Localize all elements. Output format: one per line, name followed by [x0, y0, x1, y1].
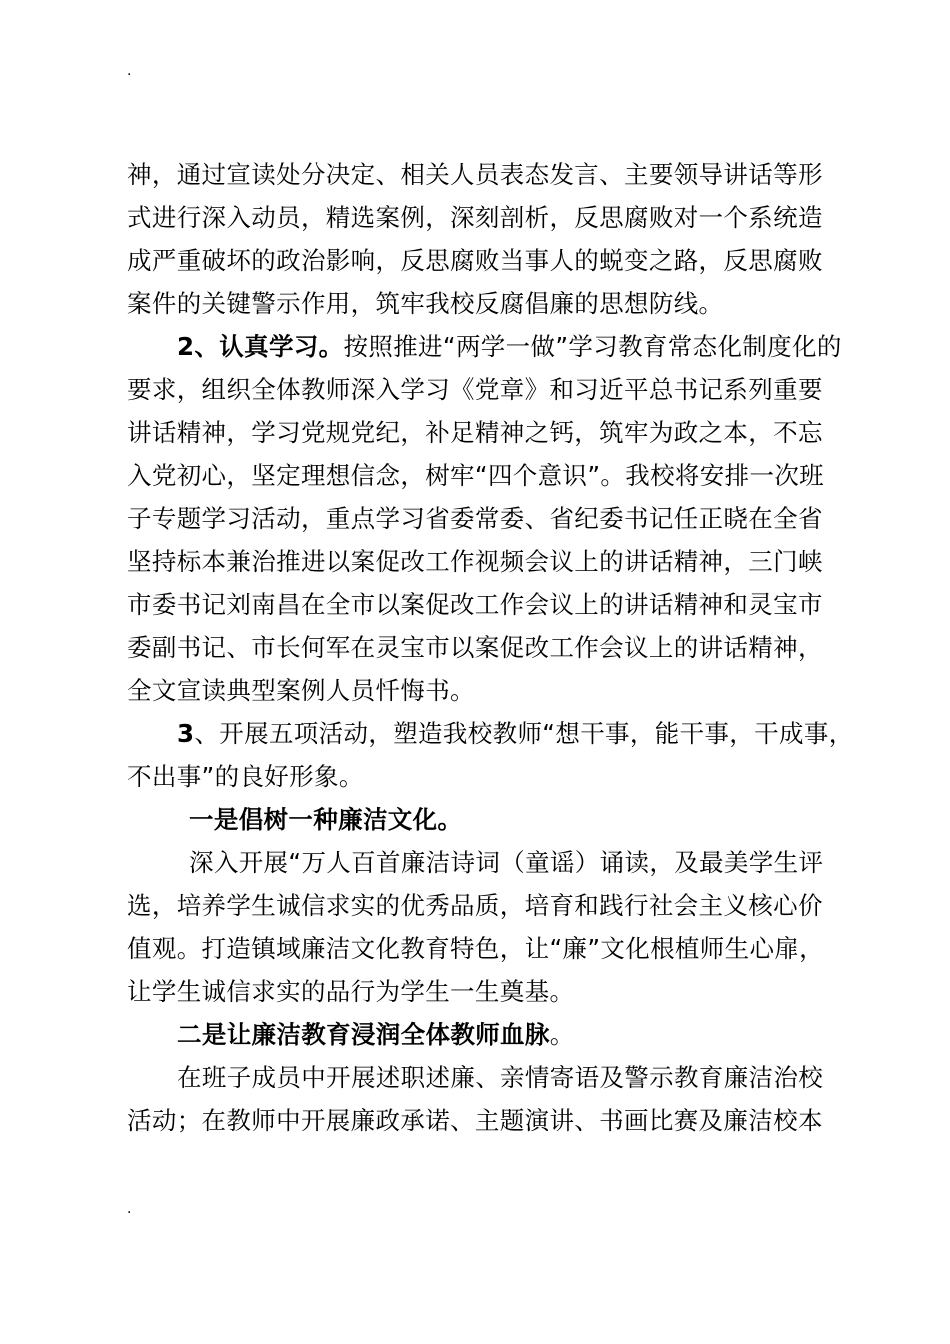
- text-line: 不出事”的良好形象。: [127, 762, 364, 791]
- text-line: 活动；在教师中开展廉政承诺、主题演讲、书画比赛及廉洁校本: [127, 1106, 823, 1135]
- subsection-2-heading-line: [127, 1013, 841, 1056]
- text-line: 案件的关键警示作用，筑牢我校反腐倡廉的思想防线。: [127, 289, 724, 318]
- text-line: 全文宣读典型案例人员忏悔书。: [127, 676, 475, 705]
- paragraph-2-text: 按照推进“两学一做”学习教育常态化制度化的: [343, 332, 842, 361]
- paragraph-3-number: 3: [177, 719, 195, 748]
- footer-mark: .: [127, 1201, 132, 1217]
- text-line: 委副书记、市长何军在灵宝市以案促改工作会议上的讲话精神，: [127, 633, 823, 662]
- text-line: 在班子成员中开展述职述廉、亲情寄语及警示教育廉洁治校: [177, 1063, 824, 1092]
- text-line: 成严重破坏的政治影响，反思腐败当事人的蜕变之路，反思腐败: [127, 246, 823, 275]
- text-line: 选，培养学生诚信求实的优秀品质，培育和践行社会主义核心价: [127, 891, 823, 920]
- paragraph-3-first-line: [127, 712, 854, 755]
- text-line: 让学生诚信求实的品行为学生一生奠基。: [127, 977, 575, 1006]
- text-line: 神，通过宣读处分决定、相关人员表态发言、主要领导讲话等形: [127, 160, 823, 189]
- text-line: 子专题学习活动，重点学习省委常委、省纪委书记任正晓在全省: [127, 504, 823, 533]
- document-body: [127, 153, 854, 1142]
- text-line: 讲话精神，学习党规党纪，补足精神之钙，筑牢为政之本，不忘: [127, 418, 823, 447]
- text-line: 深入开展“万人百首廉洁诗词（童谣）诵读，及最美学生评: [189, 848, 824, 877]
- paragraph-2-heading: 2、认真学习。: [177, 332, 344, 361]
- subsection-1-heading: 一是倡树一种廉洁文化。: [189, 805, 463, 834]
- text-line: 坚持标本兼治推进以案促改工作视频会议上的讲话精神，三门峡: [127, 547, 823, 576]
- paragraph-2-first-line: [127, 325, 841, 368]
- text-line: 市委书记刘南昌在全市以案促改工作会议上的讲话精神和灵宝市: [127, 590, 823, 619]
- paragraph-3-text: 、开展五项活动，塑造我校教师“想干事，能干事，干成事，: [194, 719, 854, 748]
- text-line: 要求，组织全体教师深入学习《党章》和习近平总书记系列重要: [127, 375, 823, 404]
- header-mark: .: [127, 63, 132, 79]
- text-line: 值观。打造镇域廉洁文化教育特色，让“廉”文化根植师生心扉，: [127, 934, 825, 963]
- subsection-2-heading: 二是让廉洁教育浸润全体教师血脉: [177, 1020, 550, 1049]
- text-line: 式进行深入动员，精选案例，深刻剖析，反思腐败对一个系统造: [127, 203, 823, 232]
- subsection-2-heading-end: 。: [549, 1020, 575, 1049]
- text-line: 入党初心，坚定理想信念，树牢“四个意识”。我校将安排一次班: [127, 461, 825, 490]
